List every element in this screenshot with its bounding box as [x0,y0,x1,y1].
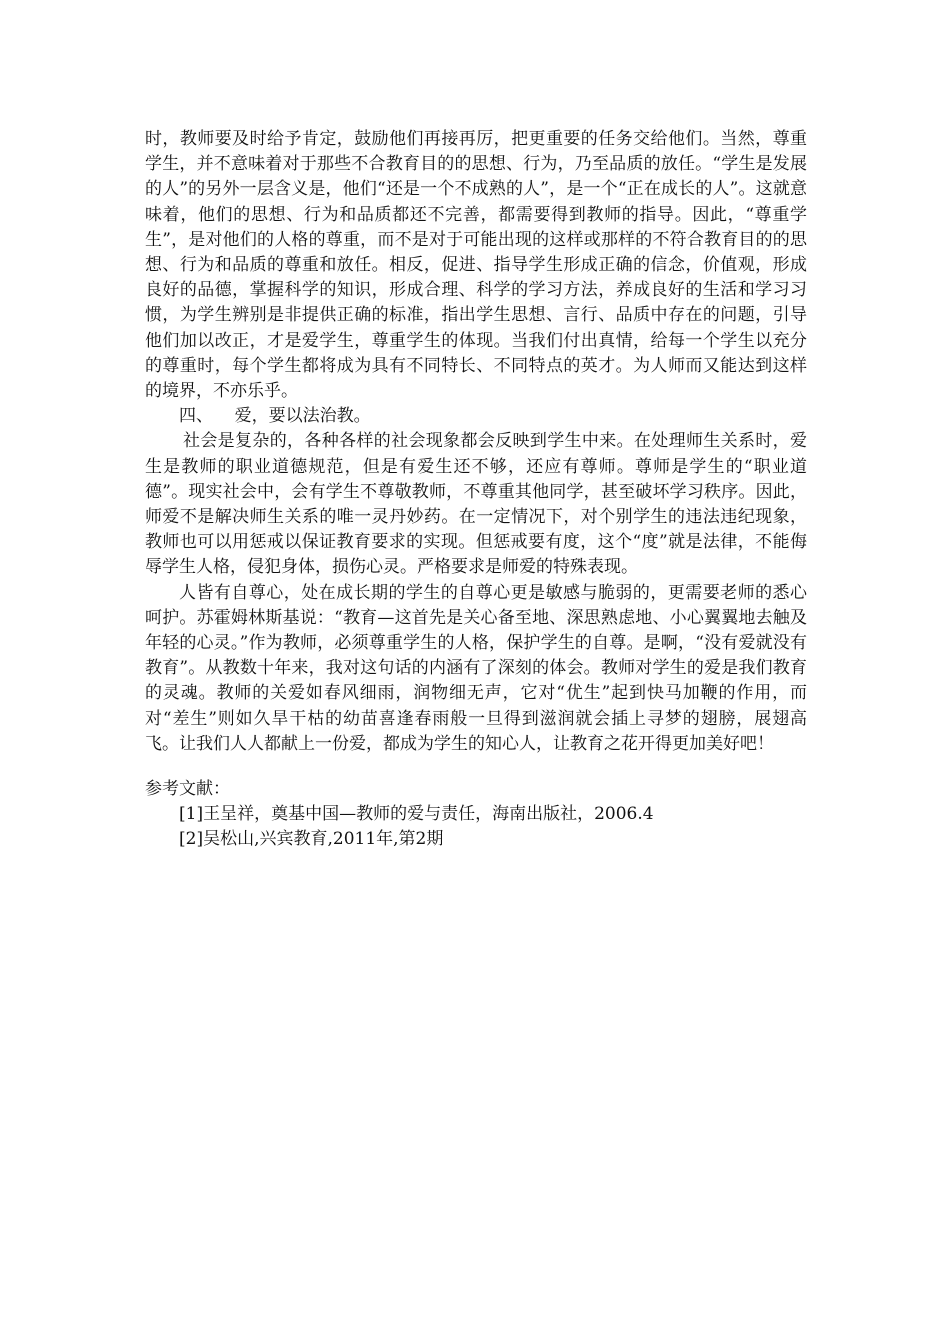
body-paragraph-3: 人皆有自尊心，处在成长期的学生的自尊心更是敏感与脆弱的，更需要老师的悉心呵护。苏霍姆林斯基说：“教育—这首先是关心备至地、深思熟虑地、小心翼翼地去触及年轻的心灵。”作为教师，必须尊重学生的人格，保护学生的自尊。是啊，“没有爱就没有教育”。从教数十年来，我对这句话的内涵有了深刻的体会。教师对学生的爱是我们教育的灵魂。教师的关爱如春风细雨，润物细无声，它对“优生”起到快马加鞭的作用，而对“差生”则如久旱干枯的幼苗喜逢春雨般一旦得到滋润就会插上寻梦的翅膀，展翅高飞。让我们人人都献上一份爱，都成为学生的知心人，让教育之花开得更加美好吧！ [145,582,807,754]
document-page [145,127,807,853]
body-paragraph-1: 时，教师要及时给予肯定，鼓励他们再接再厉，把更重要的任务交给他们。当然，尊重学生，并不意味着对于那些不合教育目的的思想、行为，乃至品质的放任。“学生是发展的人”的另外一层含义是，他们“还是一个不成熟的人”，是一个“正在成长的人”。这就意味着，他们的思想、行为和品质都还不完善，都需要得到教师的指导。因此，“尊重学生”，是对他们的人格的尊重，而不是对于可能出现的这样或那样的不符合教育目的的思想、行为和品质的尊重和放任。相反，促进、指导学生形成正确的信念，价值观，形成良好的品德，掌握科学的知识，形成合理、科学的学习方法，养成良好的生活和学习习惯，为学生辨别是非提供正确的标准，指出学生思想、言行、品质中存在的问题，引导他们加以改正，才是爱学生，尊重学生的体现。当我们付出真情，给每一个学生以充分的尊重时，每个学生都将成为具有不同特长、不同特点的英才。为人师而又能达到这样的境界，不亦乐乎。 [145,129,807,402]
reference-item-2: [2]吴松山,兴宾教育,2011年,第2期 [179,829,444,850]
section-heading-4: 四、 爱，要以法治教。 [179,406,371,427]
reference-item-1: [1]王呈祥，奠基中国—教师的爱与责任，海南出版社，2006.4 [179,804,654,825]
references-title: 参考文献： [145,779,230,800]
body-paragraph-2: 社会是复杂的，各种各样的社会现象都会反映到学生中来。在处理师生关系时，爱生是教师的职业道德规范，但是有爱生还不够，还应有尊师。尊师是学生的“职业道德”。现实社会中，会有学生不尊敬教师，不尊重其他同学，甚至破坏学习秩序。因此，师爱不是解决师生关系的唯一灵丹妙药。在一定情况下，对个别学生的违法违纪现象，教师也可以用惩戒以保证教育要求的实现。但惩戒要有度，这个“度”就是法律，不能侮辱学生人格，侵犯身体，损伤心灵。严格要求是师爱的特殊表现。 [145,431,807,578]
